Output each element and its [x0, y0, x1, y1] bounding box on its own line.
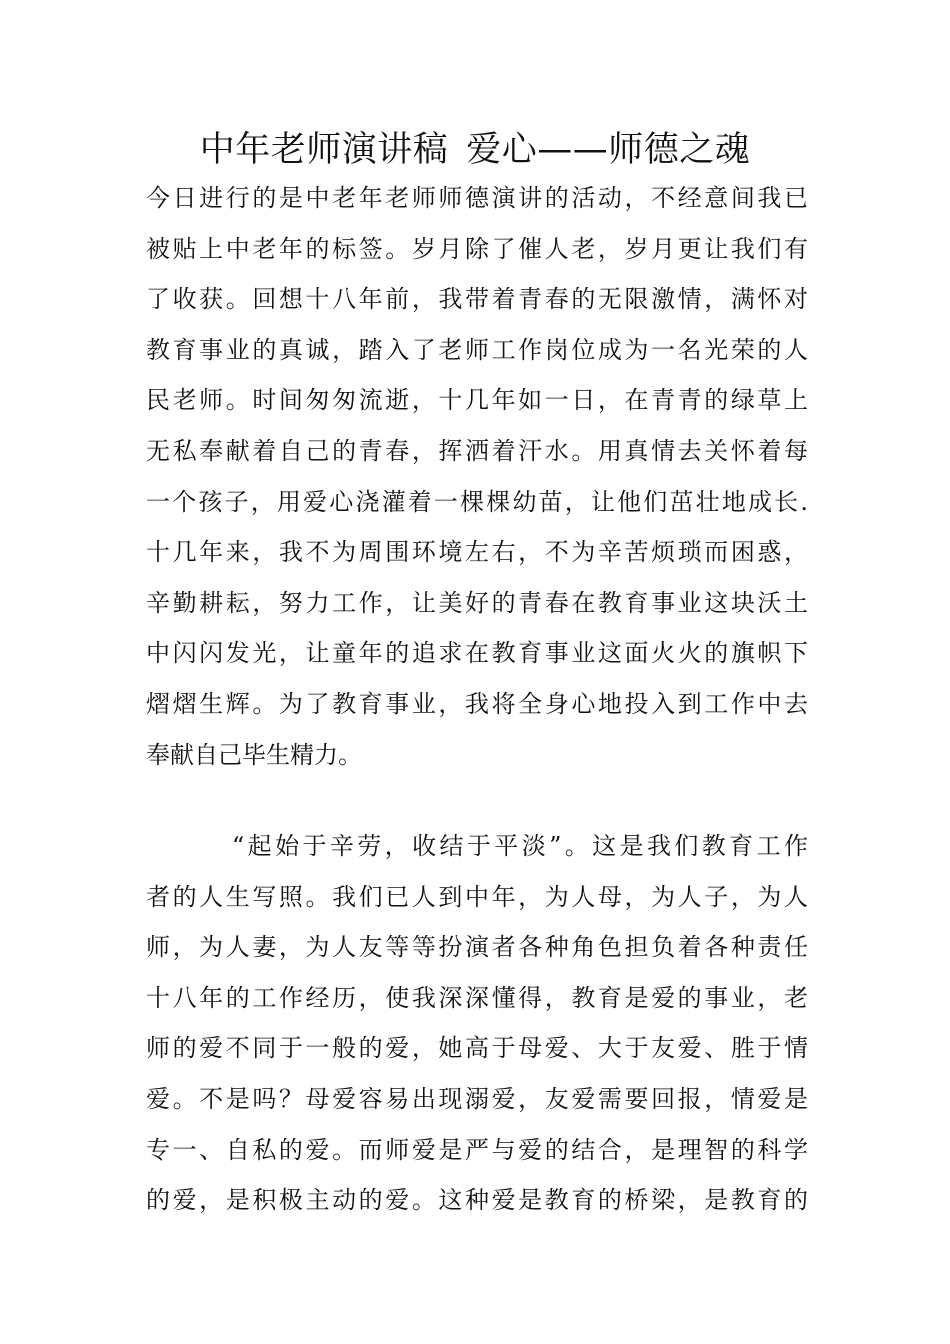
text-line: 无私奉献着自己的青春，挥洒着汗水。用真情去关怀着每 — [146, 436, 808, 465]
text-line-indented: “起始于辛劳，收结于平淡”。这是我们教育工作 — [232, 832, 808, 860]
text-line: 奉献自己毕生精力。 — [146, 740, 362, 769]
text-line: 专一、自私的爱。而师爱是严与爱的结合，是理智的科学 — [146, 1135, 808, 1164]
text-line: 辛勤耕耘，努力工作，让美好的青春在教育事业这块沃土 — [146, 588, 808, 617]
text-line: 今日进行的是中老年老师师德演讲的活动，不经意间我已 — [146, 184, 808, 212]
text-line: 者的人生写照。我们已人到中年，为人母，为人子，为人 — [146, 882, 808, 911]
text-line: 的爱，是积极主动的爱。这种爱是教育的桥梁，是教育的 — [146, 1186, 808, 1215]
text-line: 熠熠生辉。为了教育事业，我将全身心地投入到工作中去 — [146, 689, 808, 718]
text-line: 爱。不是吗？母爱容易出现溺爱，友爱需要回报，情爱是 — [146, 1084, 808, 1113]
title-main: 中年老师演讲稿 — [199, 130, 449, 170]
text-line: 被贴上中老年的标签。岁月除了催人老，岁月更让我们有 — [146, 234, 808, 263]
text-line: 十几年来，我不为周围环境左右，不为辛苦烦琐而困惑， — [146, 538, 808, 567]
text-line: 师的爱不同于一般的爱，她高于母爱、大于友爱、胜于情 — [146, 1034, 808, 1063]
document-title — [0, 122, 950, 178]
text-line: 师，为人妻，为人友等等扮演者各种角色担负着各种责任 — [146, 933, 808, 962]
text-line: 民老师。时间匆匆流逝，十几年如一日，在青青的绿草上 — [146, 386, 808, 415]
text-line: 教育事业的真诚，踏入了老师工作岗位成为一名光荣的人 — [146, 335, 808, 364]
title-sub: 爱心——师德之魂 — [466, 130, 751, 170]
paragraph-1 — [146, 173, 808, 780]
text-line: 了收获。回想十八年前，我带着青春的无限激情，满怀对 — [146, 285, 808, 314]
text-line: 中闪闪发光，让童年的追求在教育事业这面火火的旗帜下 — [146, 639, 808, 668]
text-line: 一个孩子，用爱心浇灌着一棵棵幼苗，让他们茁壮地成长. — [146, 487, 808, 516]
paragraph-2 — [146, 821, 808, 1226]
text-line: 十八年的工作经历，使我深深懂得，教育是爱的事业，老 — [146, 983, 808, 1012]
